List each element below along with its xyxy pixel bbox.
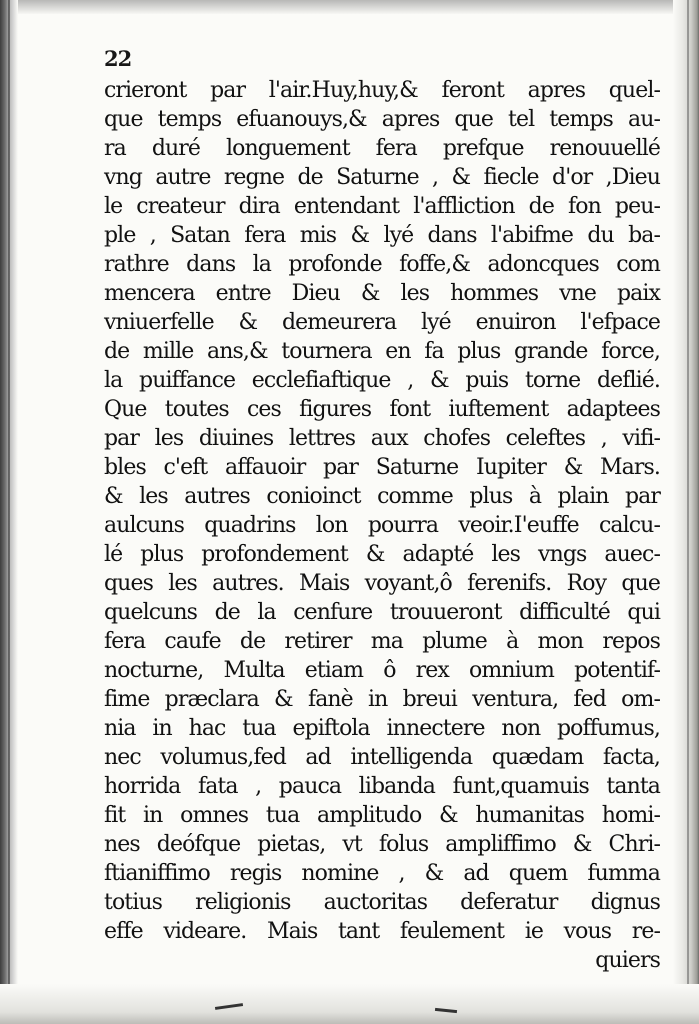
text-line: que temps efuanouys,& apres que tel temps au- xyxy=(104,107,660,132)
text-line: le createur dira entendant l'affliction de fon peu- xyxy=(104,194,660,219)
body-text xyxy=(104,76,660,975)
text-line: nec volumus,fed ad intelligenda quædam facta, xyxy=(104,745,660,770)
text-line: effe videare. Mais tant feulement ie vous re- xyxy=(104,919,660,944)
text-line: lé plus profondement & adapté les vngs auec- xyxy=(104,542,660,567)
text-line: ra duré longuement fera prefque renouuellé xyxy=(104,136,660,161)
text-line: crieront par l'air.Huy,huy,& feront apres quel- xyxy=(104,78,660,103)
right-edge-line xyxy=(687,0,689,1024)
text-line: vng autre regne de Saturne , & fiecle d'or ,Dieu xyxy=(104,165,660,190)
page-number: 22 xyxy=(104,46,132,71)
text-line: aulcuns quadrins lon pourra veoir.I'euffe calcu- xyxy=(104,513,660,538)
text-line: totius religionis auctoritas deferatur dignus xyxy=(104,890,660,915)
text-line: ftianiffimo regis nomine , & ad quem fumma xyxy=(104,861,660,886)
bottom-shadow xyxy=(0,984,699,1024)
text-line: mencera entre Dieu & les hommes vne paix xyxy=(104,281,660,306)
text-line: par les diuines lettres aux chofes celeftes , vifi- xyxy=(104,426,660,451)
top-shadow xyxy=(0,0,699,14)
left-edge-line xyxy=(8,0,10,1024)
text-line: fit in omnes tua amplitudo & humanitas homi- xyxy=(104,803,660,828)
text-line: nia in hac tua epiftola innectere non poffumus, xyxy=(104,716,660,741)
text-line: & les autres conioinct comme plus à plain par xyxy=(104,484,660,509)
text-line: vniuerfelle & demeurera lyé enuiron l'efpace xyxy=(104,310,660,335)
text-line: Que toutes ces figures font iuftement adaptees xyxy=(104,397,660,422)
text-line: quelcuns de la cenfure trouueront difficulté qui xyxy=(104,600,660,625)
text-line: quiers xyxy=(595,948,660,973)
text-line: fera caufe de retirer ma plume à mon repos xyxy=(104,629,660,654)
text-line: horrida fata , pauca libanda funt,quamuis tanta xyxy=(104,774,660,799)
text-line: ques les autres. Mais voyant,ô ferenifs. Roy que xyxy=(104,571,660,596)
text-line: fime præclara & fanè in breui ventura, fed om- xyxy=(104,687,660,712)
text-line: de mille ans,& tournera en fa plus grande force, xyxy=(104,339,660,364)
text-line: ple , Satan fera mis & lyé dans l'abifme du ba- xyxy=(104,223,660,248)
text-line: rathre dans la profonde foffe,& adoncques com xyxy=(104,252,660,277)
right-page-edge xyxy=(673,0,699,1024)
text-line: nocturne, Multa etiam ô rex omnium potentif- xyxy=(104,658,660,683)
text-line: bles c'eft affauoir par Saturne Iupiter & Mars. xyxy=(104,455,660,480)
text-line: nes deófque pietas, vt folus ampliffimo & Chri- xyxy=(104,832,660,857)
text-line: la puiffance ecclefiaftique , & puis torne deflié. xyxy=(104,368,660,393)
